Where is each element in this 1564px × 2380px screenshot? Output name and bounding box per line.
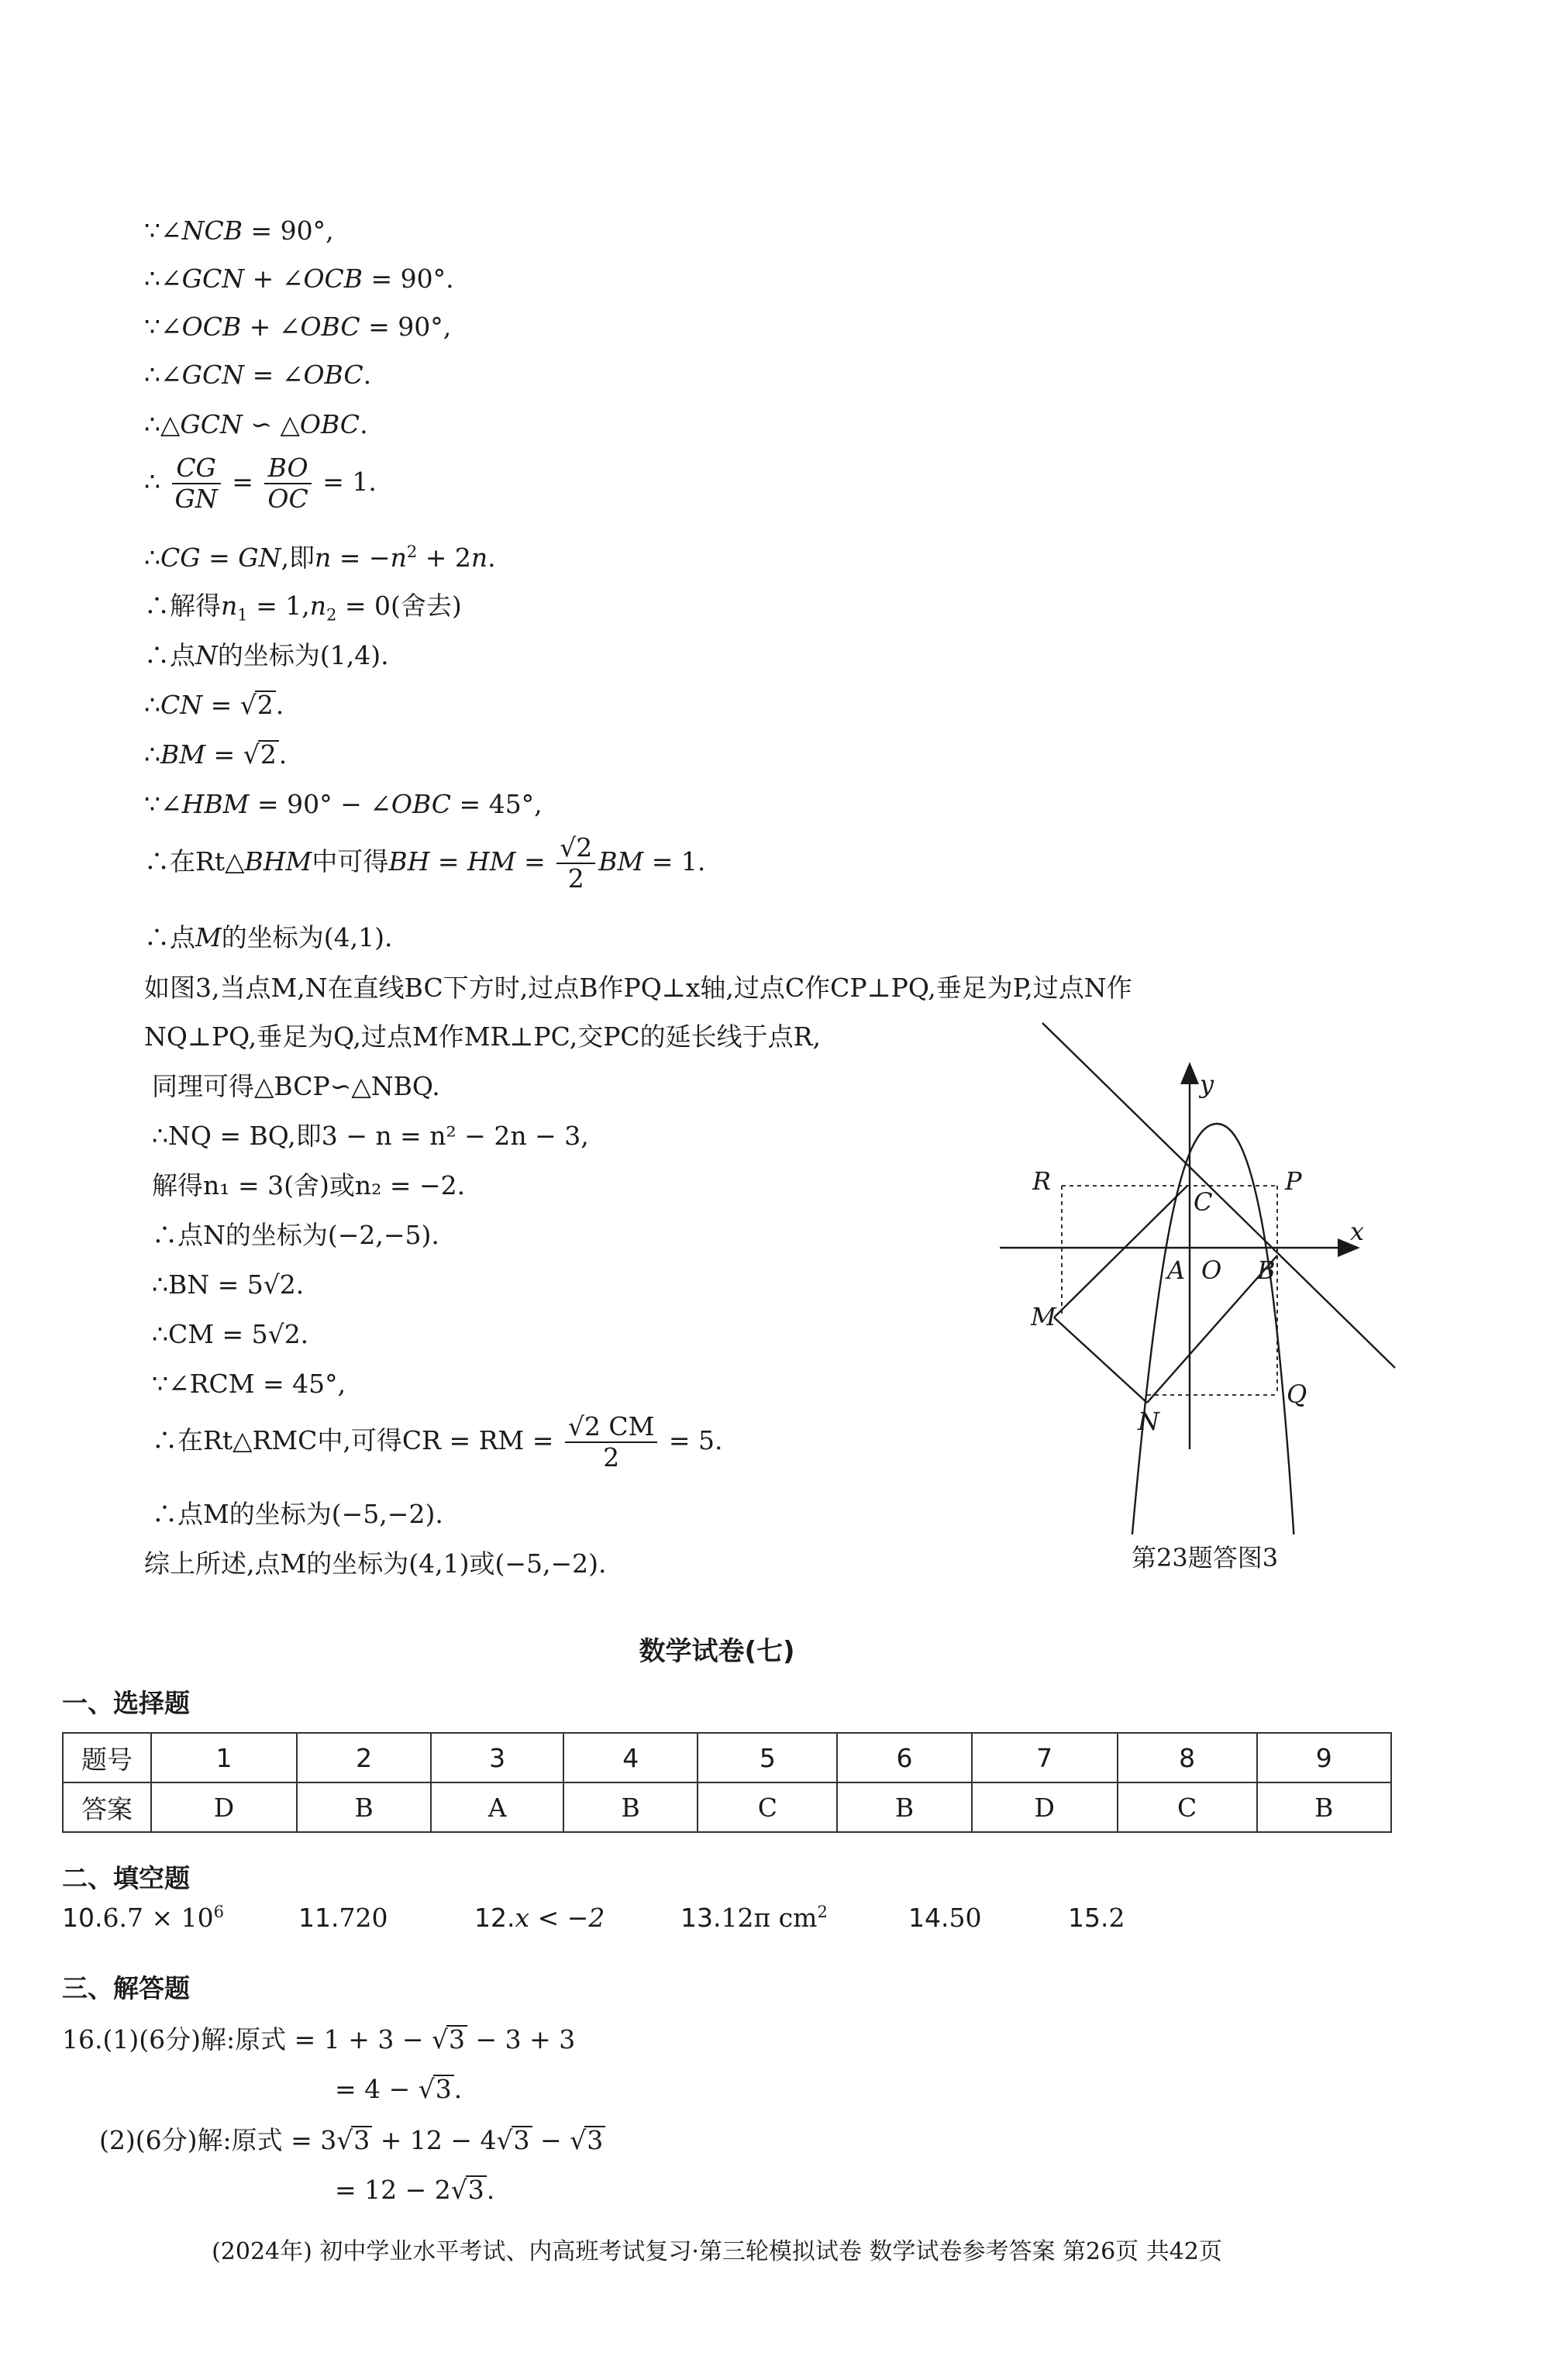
label-p: P (1285, 1166, 1302, 1196)
label-c: C (1194, 1187, 1213, 1217)
line-7: ∴CG = GN,即$n = -n^2 + 2n$. (144, 542, 496, 573)
para3-line-10-fraction: ∴在Rt△RMC中,可得CR = RM = $\frac{√2 CM}{2}$ = 5. (152, 1411, 723, 1472)
para3-line-4: ∴NQ = BQ,即3 − n = n² − 2n − 3, (152, 1121, 589, 1151)
page-footer: (2024年) 初中学业水平考试、内高班考试复习·第三轮模拟试卷 数学试卷参考答案 第26页 共42页 (212, 2238, 1222, 2265)
q16-line-4: = 12 − 2√3. (335, 2175, 495, 2205)
line-12: ∵∠HBM = 90° − ∠OBC = 45°, (144, 789, 543, 819)
table-cell: 8 (1118, 1733, 1257, 1782)
table-cell: D (972, 1782, 1118, 1832)
line-2: ∴∠GCN + ∠OCB = 90°. (144, 263, 454, 294)
line-13-fraction: ∴在Rt△BHM中可得BH = HM = $\frac{√2}{2}$ BM = 1. (144, 832, 706, 894)
label-x: x (1350, 1217, 1365, 1246)
para3-line-6: ∴点N的坐标为(−2,−5). (152, 1220, 439, 1250)
table-cell: B (563, 1782, 698, 1832)
line-8: ∴解得$n_1 = 1,n_2 = 0$(舍去) (144, 591, 462, 625)
table-cell: 4 (563, 1733, 698, 1782)
fill-answer-13: 13.12π $cm^2$ (680, 1903, 828, 1933)
fill-answer-12: 12.x < −2 (474, 1903, 605, 1933)
line-9: ∴点N的坐标为(1,4). (144, 640, 389, 670)
label-m: M (1031, 1302, 1056, 1331)
label-a: A (1167, 1255, 1186, 1285)
para3-line-12: 综上所述,点M的坐标为(4,1)或(−5,−2). (144, 1548, 607, 1579)
q16-line-1: 16.(1)(6分)解:原式 = 1 + 3 − √3 − 3 + 3 (62, 2024, 576, 2055)
table-cell: C (698, 1782, 837, 1832)
table-cell: 5 (698, 1733, 837, 1782)
fill-answer-14: 14.50 (908, 1903, 982, 1933)
para3-line-1: 如图3,当点M,N在直线BC下方时,过点B作PQ⊥x轴,过点C作CP⊥PQ,垂足为P,过点N作 (144, 973, 1132, 1003)
table-cell: D (151, 1782, 297, 1832)
label-y: y (1200, 1069, 1214, 1099)
test-title: 数学试卷(七) (639, 1636, 795, 1667)
fill-answer-11: 11.720 (298, 1903, 388, 1933)
para3-line-8: ∴CM = 5√2. (152, 1319, 309, 1349)
segment-mn (1054, 1317, 1147, 1403)
fill-answer-10: $10.6.7 \times 10^6$ (62, 1903, 224, 1933)
table-cell: 9 (1257, 1733, 1391, 1782)
line-1: ∵∠NCB = 90°, (144, 215, 334, 246)
section-choice: 一、选择题 (62, 1688, 190, 1718)
fraction-cg-gn: $\frac{CG}{GN}$ (172, 453, 221, 514)
line-6-fraction: ∴ $\frac{CG}{GN}$ = $\frac{BO}{OC}$ = 1. (144, 453, 377, 514)
para3-line-11: ∴点M的坐标为(−5,−2). (152, 1499, 443, 1529)
figure-caption: 第23题答图3 (1132, 1543, 1279, 1572)
line-14: ∴点M的坐标为(4,1). (144, 922, 393, 952)
line-5: ∴△GCN ∽ △OBC. (144, 409, 368, 439)
fraction-root2-over-2: $\frac{√2}{2}$ (556, 833, 595, 894)
fraction-bo-oc: $\frac{BO}{OC}$ (264, 453, 311, 514)
para3-line-9: ∵∠RCM = 45°, (152, 1369, 346, 1399)
table-cell: B (1257, 1782, 1391, 1832)
table-cell: C (1118, 1782, 1257, 1832)
fill-answer-15: 15.2 (1068, 1903, 1125, 1933)
row-label-number: 题号 (63, 1733, 151, 1782)
table-cell: A (431, 1782, 563, 1832)
table-row-numbers (63, 1733, 1391, 1782)
line-bc (1042, 1023, 1395, 1368)
fraction-root2cm-over-2: $\frac{√2 CM}{2}$ (565, 1412, 658, 1472)
q16-line-2: = 4 − √3. (335, 2074, 463, 2104)
figure-23-answer-3 (984, 1007, 1418, 1534)
answer-table (62, 1732, 1392, 1833)
table-row-answers (63, 1782, 1391, 1832)
table-cell: 6 (837, 1733, 971, 1782)
label-r: R (1032, 1166, 1052, 1196)
para3-line-2: NQ⊥PQ,垂足为Q,过点M作MR⊥PC,交PC的延长线于点R, (144, 1021, 821, 1052)
table-cell: B (297, 1782, 431, 1832)
para3-line-5: 解得n₁ = 3(舍)或n₂ = −2. (152, 1170, 466, 1200)
row-label-answer: 答案 (63, 1782, 151, 1832)
line-11: ∴BM = √2. (144, 739, 288, 770)
para3-line-7: ∴BN = 5√2. (152, 1269, 305, 1300)
para3-line-3: 同理可得△BCP∽△NBQ. (152, 1071, 440, 1101)
label-b: B (1257, 1255, 1276, 1285)
q16-line-3: (2)(6分)解:原式 = 3√3 + 12 − 4√3 − √3 (99, 2125, 605, 2156)
table-cell: 2 (297, 1733, 431, 1782)
line-3: ∵∠OCB + ∠OBC = 90°, (144, 312, 452, 342)
line-10: ∴CN = √2. (144, 690, 284, 720)
table-cell: 3 (431, 1733, 563, 1782)
table-cell: 7 (972, 1733, 1118, 1782)
section-solve: 三、解答题 (62, 1973, 190, 2003)
table-cell: B (837, 1782, 971, 1832)
label-q: Q (1287, 1379, 1307, 1409)
segment-mc (1054, 1186, 1187, 1317)
section-fill: 二、填空题 (62, 1863, 190, 1893)
line-4: ∴∠GCN = ∠OBC. (144, 360, 372, 390)
label-o: O (1201, 1255, 1222, 1285)
label-n: N (1138, 1407, 1159, 1436)
table-cell: 1 (151, 1733, 297, 1782)
